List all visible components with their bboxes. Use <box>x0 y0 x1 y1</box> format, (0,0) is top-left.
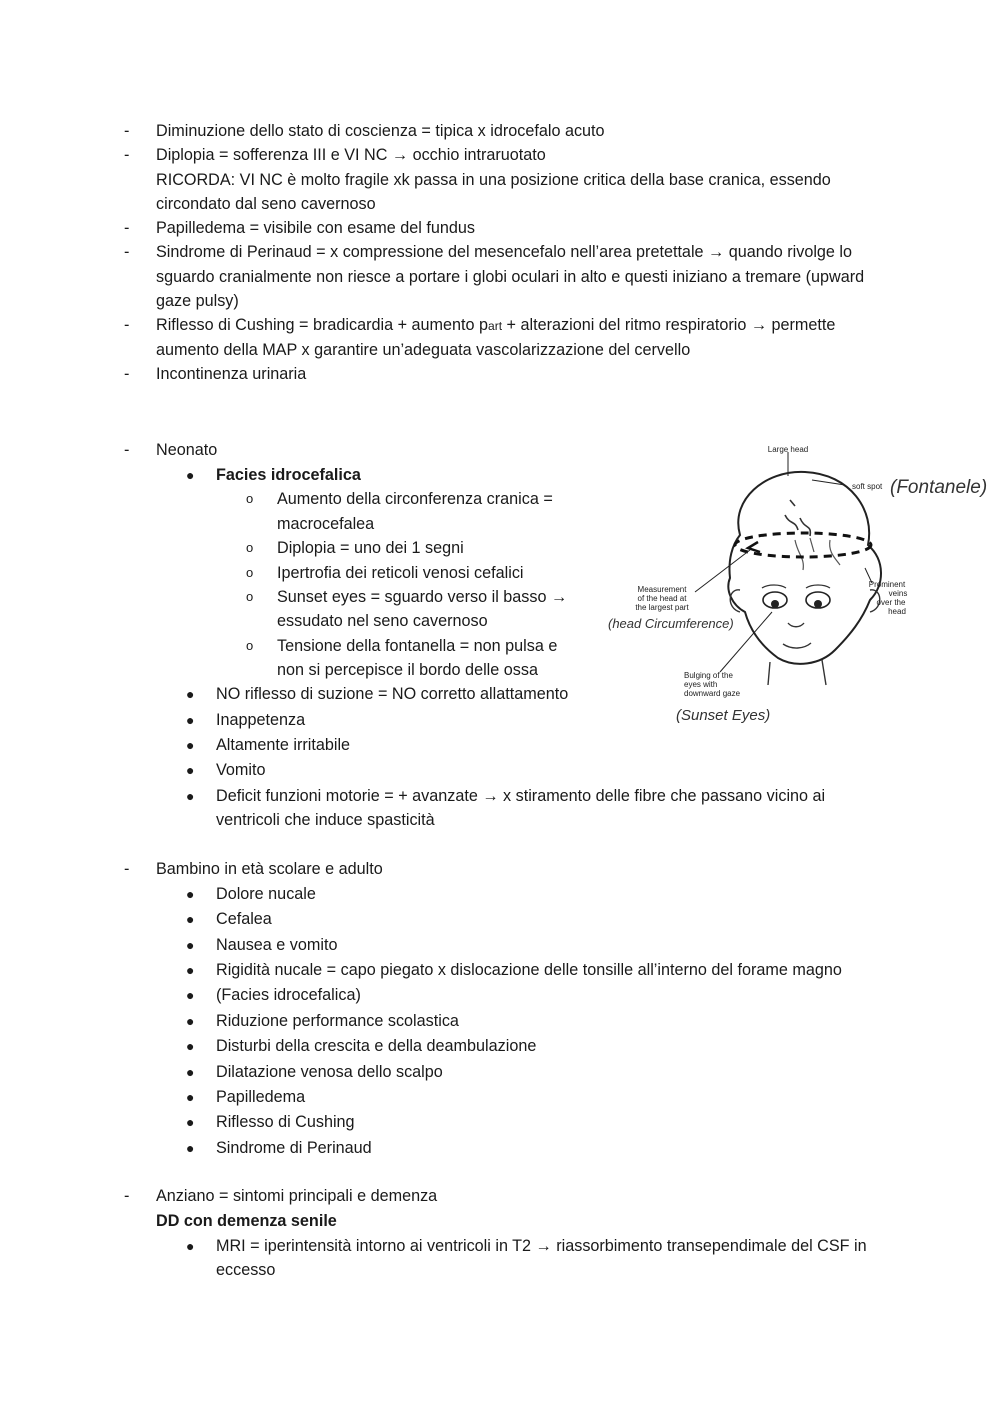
dash-marker: - <box>124 219 130 237</box>
dash-marker: - <box>124 441 130 459</box>
bullet-marker: ● <box>186 1089 195 1105</box>
eyebrows <box>762 585 830 588</box>
hydrocephalus-child-illustration <box>600 440 990 740</box>
anziano-item: MRI = iperintensità intorno ai ventricoli in T2 → riassorbimento transependimale del CSF in <box>216 1237 867 1255</box>
circle-marker: o <box>246 491 254 506</box>
label-soft-spot: soft spot <box>852 482 883 491</box>
bullet-marker: ● <box>186 686 195 702</box>
facies-item: Diplopia = uno dei 1 segni <box>277 539 464 557</box>
label-sunset-eyes: (Sunset Eyes) <box>676 707 771 724</box>
bullet-marker: ● <box>186 762 195 778</box>
bullet-marker: ● <box>186 1140 195 1156</box>
dash-marker: - <box>124 243 130 261</box>
bullet-marker: ● <box>186 1114 195 1130</box>
bullet-marker: ● <box>186 1038 195 1054</box>
label-head-circumference: (head Circumference) <box>608 616 734 631</box>
label-bulging-2: eyes with <box>684 680 718 689</box>
label-prominent-2: veins <box>888 589 908 598</box>
bullet-marker: ● <box>186 886 195 902</box>
symptom-line: circondato dal seno cavernoso <box>156 195 376 213</box>
symptom-line: RICORDA: VI NC è molto fragile xk passa in una posizione critica della base cranica, essendo <box>156 171 831 189</box>
neonato-item: Inappetenza <box>216 711 306 729</box>
head-outline <box>728 472 881 664</box>
facies-title: Facies idrocefalica <box>216 466 361 484</box>
circle-marker: o <box>246 638 254 653</box>
dash-marker: - <box>124 365 130 383</box>
label-measurement-2: of the head at <box>637 594 687 603</box>
symptom-line: Diplopia = sofferenza III e VI NC → occhio intraruotato <box>156 146 546 164</box>
bambino-item: Dilatazione venosa dello scalpo <box>216 1063 443 1081</box>
label-bulging-1: Bulging of the <box>684 671 733 680</box>
label-measurement-1: Measurement <box>637 585 687 594</box>
neonato-item: Deficit funzioni motorie = + avanzate → x stiramento delle fibre che passano vicino ai <box>216 787 826 805</box>
ears <box>730 590 880 612</box>
label-fontanelle: (Fontanele) <box>890 477 988 498</box>
facies-item: non si percepisce il bordo delle ossa <box>277 661 538 679</box>
bullet-marker: ● <box>186 1064 195 1080</box>
dd-title: DD con demenza senile <box>156 1212 337 1230</box>
vein-lines <box>795 538 840 570</box>
bambino-item: Disturbi della crescita e della deambulazione <box>216 1037 537 1055</box>
bullet-marker: ● <box>186 788 195 804</box>
circle-marker: o <box>246 589 254 604</box>
section-title-neonato: Neonato <box>156 441 218 459</box>
dash-marker: - <box>124 146 130 164</box>
dash-marker: - <box>124 860 130 878</box>
dash-marker: - <box>124 122 130 140</box>
bambino-item: Papilledema <box>216 1088 306 1106</box>
symptom-line: Papilledema = visibile con esame del fundus <box>156 219 475 237</box>
callout-line-measurement <box>695 550 750 592</box>
label-measurement-3: the largest part <box>635 603 689 612</box>
left-pupil <box>771 600 779 608</box>
neonato-item: NO riflesso di suzione = NO corretto allattamento <box>216 685 569 703</box>
facies-item: essudato nel seno cavernoso <box>277 612 488 630</box>
bullet-marker: ● <box>186 987 195 1003</box>
facies-item: Ipertrofia dei reticoli venosi cefalici <box>277 564 524 582</box>
symptom-line: sguardo cranialmente non riesce a portare i globi oculari in alto e questi iniziano a tremare (upward <box>156 268 865 286</box>
bullet-marker: ● <box>186 1013 195 1029</box>
neonato-item: ventricoli che induce spasticità <box>216 811 435 829</box>
symptom-line: aumento della MAP x garantire un’adeguata vascolarizzazione del cervello <box>156 341 691 359</box>
hair-strands <box>785 500 810 536</box>
bambino-item: Dolore nucale <box>216 885 316 903</box>
bullet-marker: ● <box>186 737 195 753</box>
section-title-bambino: Bambino in età scolare e adulto <box>156 860 383 878</box>
bullet-marker: ● <box>186 467 195 483</box>
right-pupil <box>814 600 822 608</box>
facies-item: Aumento della circonferenza cranica = <box>277 490 553 508</box>
facies-item: macrocefalea <box>277 515 375 533</box>
bambino-item: (Facies idrocefalica) <box>216 986 361 1004</box>
label-prominent-4: head <box>888 607 906 616</box>
bambino-item: Cefalea <box>216 910 272 928</box>
label-bulging-3: downward gaze <box>684 689 741 698</box>
section-title-anziano: Anziano = sintomi principali e demenza <box>156 1187 438 1205</box>
bullet-marker: ● <box>186 712 195 728</box>
label-prominent-1: Prominent <box>868 580 906 589</box>
bullet-marker: ● <box>186 962 195 978</box>
circle-marker: o <box>246 565 254 580</box>
bambino-item: Sindrome di Perinaud <box>216 1139 372 1157</box>
neonato-item: Altamente irritabile <box>216 736 351 754</box>
label-prominent-3: over the <box>876 598 906 607</box>
bullet-marker: ● <box>186 937 195 953</box>
bullet-marker: ● <box>186 1238 195 1254</box>
bullet-marker: ● <box>186 911 195 927</box>
circle-marker: o <box>246 540 254 555</box>
dash-marker: - <box>124 1187 130 1205</box>
symptom-line: Diminuzione dello stato di coscienza = tipica x idrocefalo acuto <box>156 122 605 140</box>
neonato-item: Vomito <box>216 761 266 779</box>
dash-marker: - <box>124 316 130 334</box>
nose <box>788 623 804 627</box>
label-large-head: Large head <box>767 445 809 454</box>
symptom-line: Sindrome di Perinaud = x compressione del mesencefalo nell’area pretettale → quando rivolge lo <box>156 243 853 261</box>
bambino-item: Riduzione performance scolastica <box>216 1012 459 1030</box>
symptom-line: Incontinenza urinaria <box>156 365 307 383</box>
bambino-item: Rigidità nucale = capo piegato x dislocazione delle tonsille all’interno del forame magno <box>216 961 842 979</box>
mouth <box>783 643 811 648</box>
bambino-item: Riflesso di Cushing <box>216 1113 355 1131</box>
anziano-item: eccesso <box>216 1261 276 1279</box>
facies-item: Tensione della fontanella = non pulsa e <box>277 637 558 655</box>
facies-item: Sunset eyes = sguardo verso il basso → <box>277 588 568 606</box>
symptom-line: gaze pulsy) <box>156 292 239 310</box>
symptom-line: Riflesso di Cushing = bradicardia + aumento part + alterazioni del ritmo respiratorio → permette <box>156 316 836 334</box>
bambino-item: Nausea e vomito <box>216 936 338 954</box>
